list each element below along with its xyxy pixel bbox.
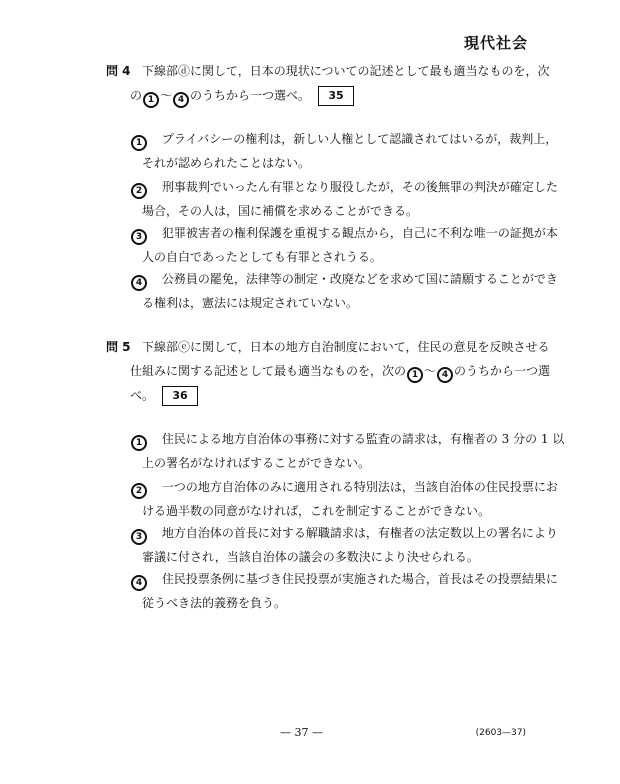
circled-number-icon: 1 bbox=[407, 367, 423, 383]
option-4-3[interactable] bbox=[130, 224, 558, 245]
option-4-3-line1: 犯罪被害者の権利保護を重視する観点から，自己に不利な唯一の証拠が本 bbox=[161, 226, 558, 240]
document-code: (2603—37) bbox=[475, 728, 526, 738]
question-4-stem-pre: の bbox=[130, 88, 143, 103]
question-5-stem-line3-text: べ。 bbox=[130, 388, 155, 403]
circled-number-icon: 3 bbox=[131, 229, 147, 245]
option-5-1-line2: 上の署名がなければすることができない。 bbox=[142, 456, 371, 470]
option-4-1-line2: それが認められたことはない。 bbox=[142, 156, 311, 170]
option-5-4-line1: 住民投票条例に基づき住民投票が実施された場合，首長はその投票結果に bbox=[161, 572, 558, 586]
option-4-2-line2: 場合，その人は，国に補償を求めることができる。 bbox=[142, 204, 419, 218]
answer-box-36[interactable]: 36 bbox=[162, 386, 198, 406]
option-5-3[interactable] bbox=[130, 524, 558, 545]
question-4-stem-line1: 下線部ⓓに関して，日本の現状についての記述として最も適当なものを，次 bbox=[142, 64, 550, 78]
question-4-stem bbox=[142, 62, 550, 79]
range-separator: ～ bbox=[160, 88, 173, 103]
circled-number-icon: 4 bbox=[173, 92, 189, 108]
question-5-stem-line3 bbox=[130, 386, 198, 406]
option-5-1-line1: 住民による地方自治体の事務に対する監査の請求は，有権者の 3 分の 1 以 bbox=[161, 432, 565, 446]
page-number: — 37 — bbox=[280, 726, 323, 739]
question-5-label: 問 5 bbox=[106, 340, 131, 354]
circled-number-icon: 4 bbox=[131, 575, 147, 591]
circled-number-icon: 2 bbox=[131, 483, 147, 499]
option-4-4-line1: 公務員の罷免，法律等の制定・改廃などを求めて国に請願することができ bbox=[161, 272, 558, 286]
option-4-4-line2: る権利は，憲法には規定されていない。 bbox=[142, 296, 359, 310]
question-5-stem-line1: 下線部ⓔに関して，日本の地方自治制度において，住民の意見を反映させる bbox=[142, 340, 550, 354]
option-4-2-line1: 刑事裁判でいったん有罪となり服役したが，その後無罪の判決が確定した bbox=[161, 180, 558, 194]
option-5-2-line2: ける過半数の同意がなければ，これを制定することができない。 bbox=[142, 504, 491, 518]
circled-number-icon: 1 bbox=[131, 435, 147, 451]
option-4-2[interactable] bbox=[130, 178, 558, 199]
option-5-2[interactable] bbox=[130, 478, 558, 499]
range-separator: ～ bbox=[424, 364, 437, 378]
option-5-2-line1: 一つの地方自治体のみに適用される特別法は，当該自治体の住民投票にお bbox=[161, 480, 558, 494]
answer-box-35[interactable]: 35 bbox=[318, 86, 354, 106]
circled-number-icon: 3 bbox=[131, 529, 147, 545]
option-4-3-line2: 人の自白であったとしても有罪とされうる。 bbox=[142, 250, 382, 264]
option-5-3-line1: 地方自治体の首長に対する解職請求は，有権者の法定数以上の署名により bbox=[161, 526, 558, 540]
question-5-stem-pre: 仕組みに関する記述として最も適当なものを，次の bbox=[130, 364, 407, 378]
subject-title: 現代社会 bbox=[463, 34, 528, 52]
question-4-stem-line2 bbox=[130, 86, 354, 108]
question-4-label: 問 4 bbox=[106, 64, 131, 78]
circled-number-icon: 1 bbox=[143, 92, 159, 108]
circled-number-icon: 2 bbox=[131, 183, 147, 199]
option-5-3-line2: 審議に付され，当該自治体の議会の多数決により決せられる。 bbox=[142, 550, 479, 564]
option-5-1[interactable] bbox=[130, 430, 564, 451]
option-5-4[interactable] bbox=[130, 570, 558, 591]
question-5-stem-line2 bbox=[130, 362, 550, 383]
option-4-4[interactable] bbox=[130, 270, 558, 291]
question-4-stem-post: のうちから一つ選べ。 bbox=[190, 88, 311, 103]
option-5-4-line2: 従うべき法的義務を負う。 bbox=[142, 596, 287, 610]
circled-number-icon: 1 bbox=[131, 135, 147, 151]
option-4-1[interactable] bbox=[130, 130, 557, 151]
circled-number-icon: 4 bbox=[437, 367, 453, 383]
circled-number-icon: 4 bbox=[131, 275, 147, 291]
question-5-stem-post: のうちから一つ選 bbox=[454, 364, 551, 378]
option-4-1-line1: プライバシーの権利は，新しい人権として認識されてはいるが，裁判上， bbox=[161, 132, 558, 146]
